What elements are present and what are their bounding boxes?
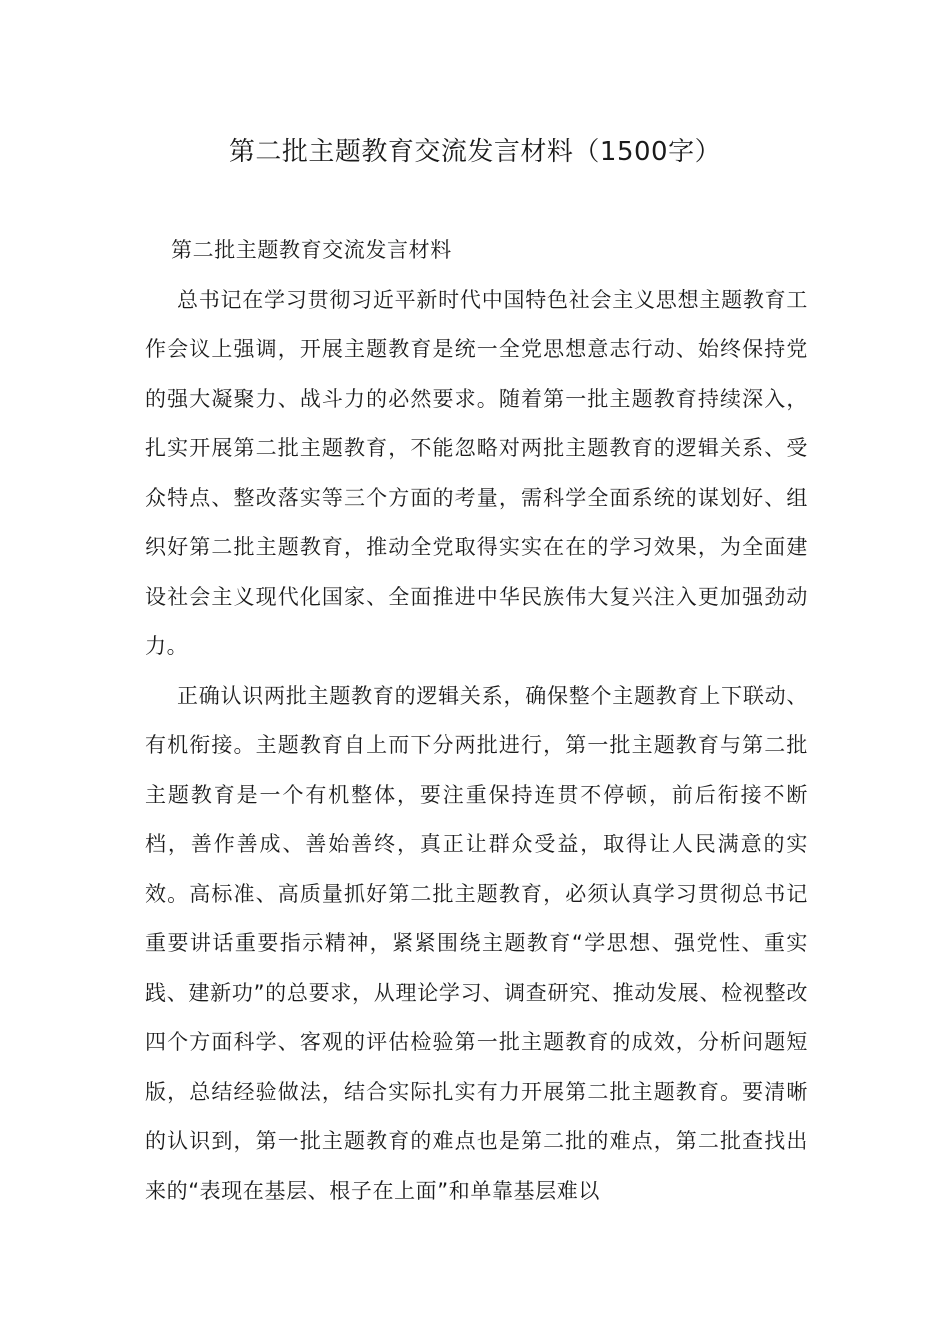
- paragraph-2: 正确认识两批主题教育的逻辑关系，确保整个主题教育上下联动、有机衔接。主题教育自上而下分两批进行，第一批主题教育与第二批主题教育是一个有机整体，要注重保持连贯不停顿，前后衔接不断档，善作善成、善始善终，真正让群众受益，取得让人民满意的实效。高标准、高质量抓好第二批主题教育，必须认真学习贯彻总书记重要讲话重要指示精神，紧紧围绕主题教育“学思想、强党性、重实践、建新功”的总要求，从理论学习、调查研究、推动发展、检视整改四个方面科学、客观的评估检验第一批主题教育的成效，分析问题短版，总结经验做法，结合实际扎实有力开展第二批主题教育。要清晰的认识到，第一批主题教育的难点也是第二批的难点，第二批查找出来的“表现在基层、根子在上面”和单靠基层难以: [145, 683, 808, 1203]
- document-title: 第二批主题教育交流发言材料（1500字）: [228, 137, 722, 167]
- document-subtitle: 第二批主题教育交流发言材料: [171, 238, 452, 262]
- document-body: [145, 226, 808, 1216]
- paragraph-1: 总书记在学习贯彻习近平新时代中国特色社会主义思想主题教育工作会议上强调，开展主题教育是统一全党思想意志行动、始终保持党的强大凝聚力、战斗力的必然要求。随着第一批主题教育持续深入，扎实开展第二批主题教育，不能忽略对两批主题教育的逻辑关系、受众特点、整改落实等三个方面的考量，需科学全面系统的谋划好、组织好第二批主题教育，推动全党取得实实在在的学习效果，为全面建设社会主义现代化国家、全面推进中华民族伟大复兴注入更加强劲动力。: [145, 287, 808, 658]
